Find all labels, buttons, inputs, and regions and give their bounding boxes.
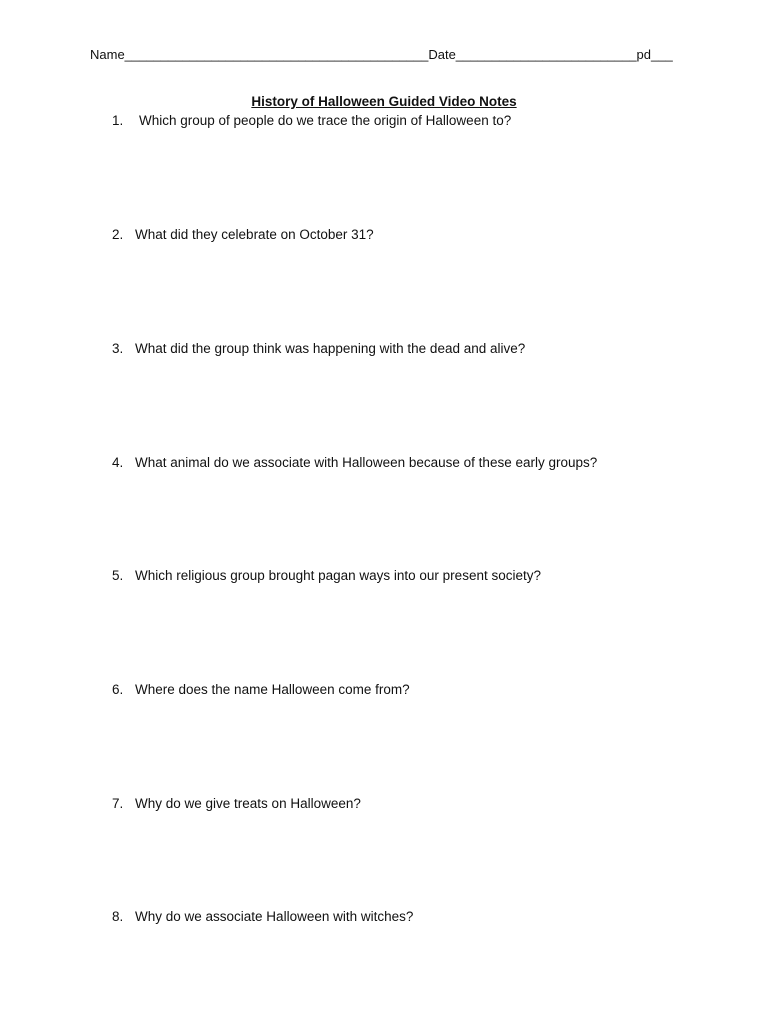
- question-text: Why do we associate Halloween with witches?: [135, 909, 414, 924]
- question-text: Where does the name Halloween come from?: [135, 682, 410, 697]
- question-text: Which religious group brought pagan ways into our present society?: [135, 568, 541, 583]
- name-date-period-line: Name__________________________________________Date_________________________pd___: [90, 47, 673, 62]
- question-text: Which group of people do we trace the origin of Halloween to?: [139, 113, 512, 128]
- question-number: 1.: [112, 113, 124, 128]
- question-item: [112, 909, 413, 924]
- question-number: 4.: [112, 455, 124, 470]
- question-text: What did they celebrate on October 31?: [135, 227, 374, 242]
- question-item: [112, 568, 541, 583]
- question-item: [112, 227, 374, 242]
- question-item: [112, 455, 597, 470]
- question-item: [112, 341, 525, 356]
- question-number: 7.: [112, 796, 124, 811]
- question-item: [112, 796, 361, 811]
- question-number: 2.: [112, 227, 124, 242]
- question-text: What did the group think was happening with the dead and alive?: [135, 341, 526, 356]
- question-item: [112, 682, 410, 697]
- question-text: What animal do we associate with Halloween because of these early groups?: [135, 455, 598, 470]
- question-number: 3.: [112, 341, 124, 356]
- question-item: [112, 113, 511, 128]
- question-number: 8.: [112, 909, 124, 924]
- question-number: 5.: [112, 568, 124, 583]
- worksheet-title: History of Halloween Guided Video Notes: [251, 94, 517, 109]
- question-number: 6.: [112, 682, 124, 697]
- question-text: Why do we give treats on Halloween?: [135, 796, 361, 811]
